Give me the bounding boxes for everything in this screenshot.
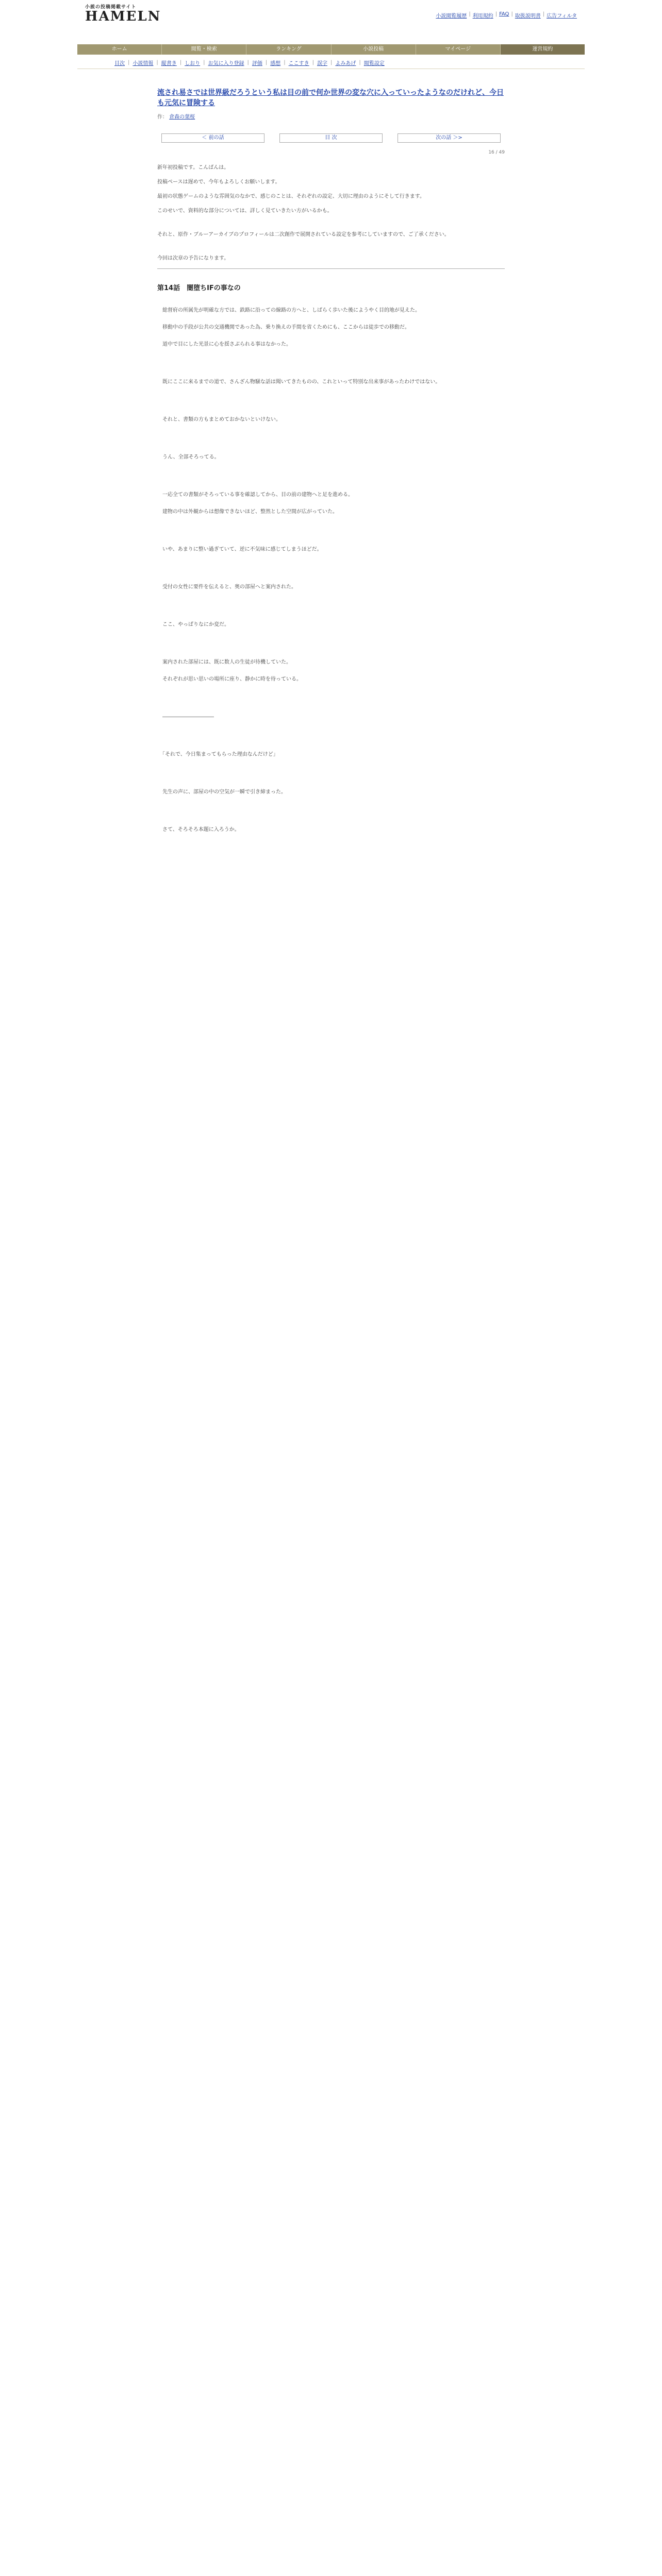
body-paragraph: 案内された部屋には、既に数人の生徒が待機していた。 bbox=[157, 659, 291, 665]
divider bbox=[157, 268, 505, 269]
subnav-view-settings[interactable]: 閲覧設定 bbox=[363, 61, 385, 66]
body-paragraph: 道中で目にした光景に心を揺さぶられる事はなかった。 bbox=[157, 342, 291, 347]
pager-top bbox=[157, 133, 505, 143]
body-paragraph: ここ、やっぱりなにか変だ。 bbox=[157, 622, 229, 628]
body-paragraph bbox=[157, 562, 505, 582]
body-paragraph: 先生の声に、部屋の中の空気が一瞬で引き締まった。 bbox=[157, 789, 286, 795]
subnav-novel-info[interactable]: 小説情報 bbox=[133, 61, 154, 66]
preface-paragraph: 投稿ペースは遅めで、今年もよろしくお願いします。 bbox=[157, 179, 280, 185]
subnav-typo[interactable]: 誤字 bbox=[317, 61, 327, 66]
body-paragraph: 既にここに来るまでの道で、さんざん物騒な話は聞いてきたものの、これといって特別な出来事があったわけではない。 bbox=[157, 379, 441, 385]
preface-paragraph bbox=[157, 221, 505, 225]
page-count: 16 / 49 bbox=[488, 150, 505, 155]
top-links: 小説閲覧履歴 | 利用規約 | FAQ | 取扱説明書 | 広告フィルタ bbox=[436, 11, 577, 19]
logo-tagline: 小説の投稿掲載サイト bbox=[85, 4, 137, 10]
body-paragraph: それと、書類の方もまとめておかないといけない。 bbox=[157, 417, 281, 422]
nav-item-mypage[interactable]: マイページ bbox=[416, 44, 501, 55]
body-paragraph: 総督府の所属先が明確な方では、鉄路に沿っての線路の方へと、しばらく歩いた後にようやく目的地が見えた。 bbox=[157, 308, 420, 313]
subnav-favorite[interactable]: お気に入り登録 bbox=[208, 61, 244, 66]
nav-item-ranking[interactable]: ランキング bbox=[246, 44, 331, 55]
top-link-faq[interactable]: FAQ bbox=[499, 11, 509, 17]
body-paragraph bbox=[157, 691, 505, 712]
subnav-vertical[interactable]: 縦書き bbox=[161, 61, 177, 66]
author-row bbox=[157, 112, 505, 120]
novel-title[interactable]: 流され易さでは世界級だろうという私は目の前で何か世界の変な穴に入っていったようなのだけれど、今日も元気に冒険する bbox=[157, 89, 504, 107]
subnav-bookmark[interactable]: しおり bbox=[185, 61, 201, 66]
subnav-review[interactable]: 感想 bbox=[270, 61, 281, 66]
sub-nav: 目次 | 小説情報 | 縦書き | しおり | お気に入り登録 | 評価 | 感想 | ここすき | 誤字 | よみあげ | 閲覧設定 bbox=[77, 57, 585, 69]
preface-paragraph: 新年初投稿です。こんばんは。 bbox=[157, 165, 229, 171]
next-chapter-button[interactable]: 次の話 ＞> bbox=[398, 133, 501, 143]
body-paragraph: それぞれが思い思いの場所に座り、静かに時を待っている。 bbox=[157, 676, 302, 682]
chapter-title: 第14話 闇堕ちIFの事なの bbox=[157, 284, 241, 292]
body-paragraph bbox=[157, 357, 505, 377]
body-paragraph: うん、全部そろってる。 bbox=[157, 454, 220, 460]
chapter-body bbox=[157, 306, 505, 835]
main-nav bbox=[77, 44, 585, 55]
body-paragraph bbox=[157, 637, 505, 657]
body-paragraph: 建物の中は外観からは想像できないほど、整然とした空間が広がっていた。 bbox=[157, 509, 338, 515]
preface-paragraph: それと、原作・ブルーアーカイブのプロフィールは二次創作で展開されている設定を参考にしていますので、ご了承ください。 bbox=[157, 232, 450, 238]
body-paragraph bbox=[157, 599, 505, 620]
site-logo[interactable] bbox=[85, 3, 161, 24]
top-link-manual[interactable]: 取扱説明書 bbox=[515, 13, 541, 19]
nav-item-home[interactable]: ホーム bbox=[77, 44, 162, 55]
body-paragraph bbox=[157, 804, 505, 825]
logo-text: HAMELN bbox=[85, 8, 161, 24]
subnav-index[interactable]: 目次 bbox=[114, 61, 125, 66]
preface bbox=[157, 163, 505, 263]
top-link-history[interactable]: 小説閲覧履歴 bbox=[436, 13, 467, 19]
body-paragraph: 移動中の手段が公共の交通機関であった為、乗り換えの手間を省くためにも、ここからは徒歩での移動だ。 bbox=[157, 325, 410, 330]
body-paragraph bbox=[157, 394, 505, 415]
body-paragraph: 「それで、今日集まってもらった理由なんだけど」 bbox=[157, 752, 278, 757]
author-link[interactable]: 倉森の葉桜 bbox=[169, 114, 195, 120]
body-paragraph bbox=[157, 469, 505, 490]
author-label: 作： bbox=[157, 114, 168, 120]
nav-item-browse[interactable]: 閲覧・検索 bbox=[162, 44, 246, 55]
preface-paragraph: 最初の状態ゲームのような雰囲気のなかで、感じのことは、それぞれの設定、大切に理由のようにそして行きます。 bbox=[157, 194, 425, 199]
index-button[interactable]: 目 次 bbox=[279, 133, 383, 143]
top-link-terms[interactable]: 利用規約 bbox=[472, 13, 493, 19]
subnav-rate[interactable]: 評価 bbox=[252, 61, 262, 66]
subnav-read-aloud[interactable]: よみあげ bbox=[335, 61, 356, 66]
preface-paragraph: 今回は次章の予告になります。 bbox=[157, 256, 229, 261]
body-paragraph bbox=[157, 767, 505, 787]
preface-paragraph bbox=[157, 245, 505, 249]
body-paragraph: いや、あまりに整い過ぎていて、逆に不気味に感じてしまうほどだ。 bbox=[157, 547, 322, 552]
site-header bbox=[0, 0, 662, 25]
body-paragraph bbox=[157, 524, 505, 545]
body-paragraph bbox=[157, 729, 505, 750]
novel-content bbox=[157, 88, 505, 842]
body-paragraph: ―――――――――― bbox=[157, 714, 214, 720]
body-paragraph: 一応全ての書類がそろっている事を確認してから、目の前の建物へと足を進める。 bbox=[157, 492, 353, 498]
body-paragraph bbox=[157, 432, 505, 452]
top-link-ad-filter[interactable]: 広告フィルタ bbox=[547, 13, 577, 19]
preface-paragraph: このせいで、資料的な部分については、詳しく見ていきたい方がいるかも。 bbox=[157, 208, 333, 214]
nav-item-post[interactable]: 小説投稿 bbox=[332, 44, 416, 55]
body-paragraph: さて、そろそろ本題に入ろうか。 bbox=[157, 827, 240, 833]
subnav-kokosuki[interactable]: ここすき bbox=[288, 61, 309, 66]
nav-item-rules[interactable]: 運営規約 bbox=[501, 44, 585, 55]
prev-chapter-button[interactable]: ＜ 前の話 bbox=[161, 133, 264, 143]
body-paragraph: 受付の女性に要件を伝えると、奥の部屋へと案内された。 bbox=[157, 584, 296, 590]
